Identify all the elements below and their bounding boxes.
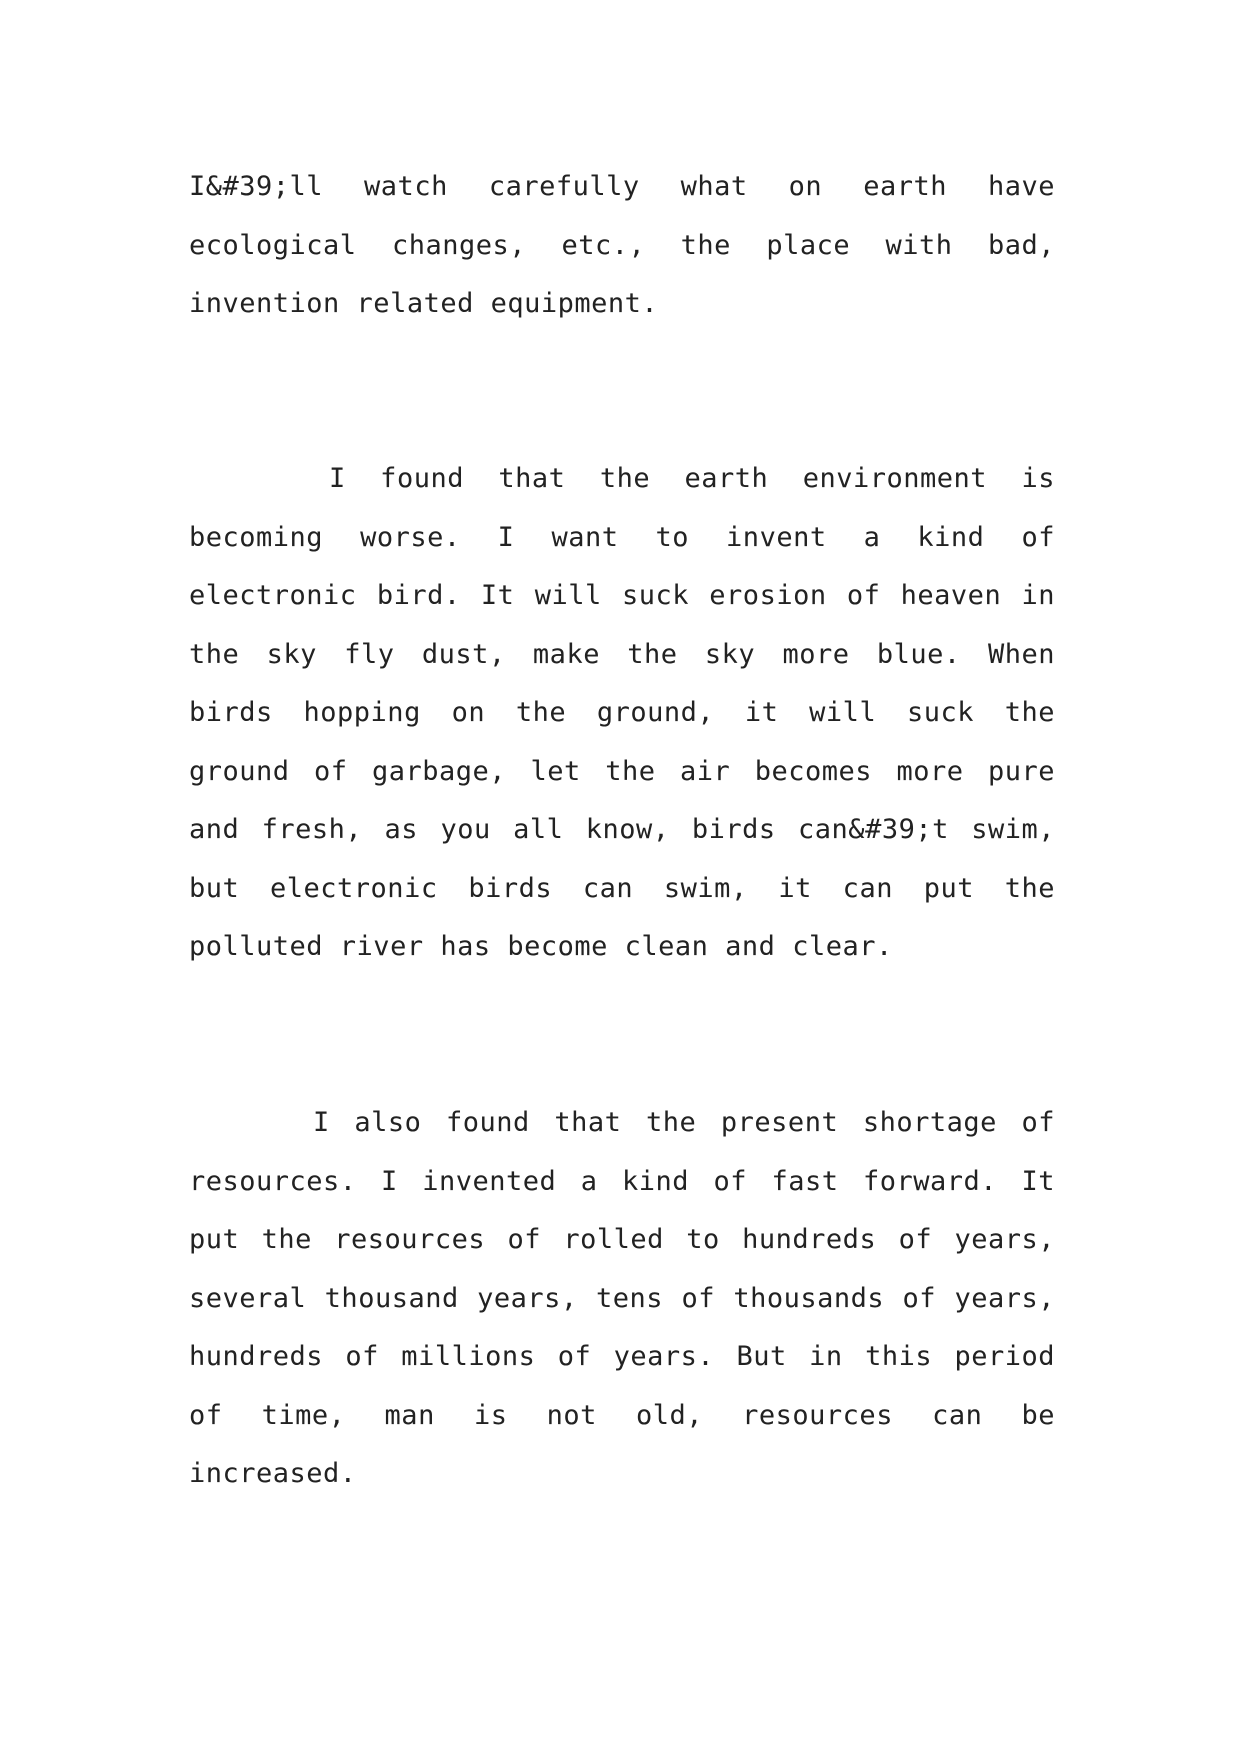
paragraph-1: I&#39;ll watch carefully what on earth have ecological changes, etc., the place with bad, invention related equipment. xyxy=(189,171,1055,319)
paragraph-2: I found that the earth environment is becoming worse. I want to invent a kind of electronic bird. It will suck erosion of heaven in the sky fly dust, make the sky more blue. When birds hopping on the ground, it will suck the ground of garbage, let the air becomes more pure and fresh, as you all know, birds can&#39;t swim, but electronic birds can swim, it can put the polluted river has become clean and clear. xyxy=(189,463,1055,962)
paragraph-3: I also found that the present shortage of resources. I invented a kind of fast forward. It put the resources of rolled to hundreds of years, several thousand years, tens of thousands of years, hundreds of millions of years. But in this period of time, man is not old, resources can be increased. xyxy=(189,1107,1055,1489)
